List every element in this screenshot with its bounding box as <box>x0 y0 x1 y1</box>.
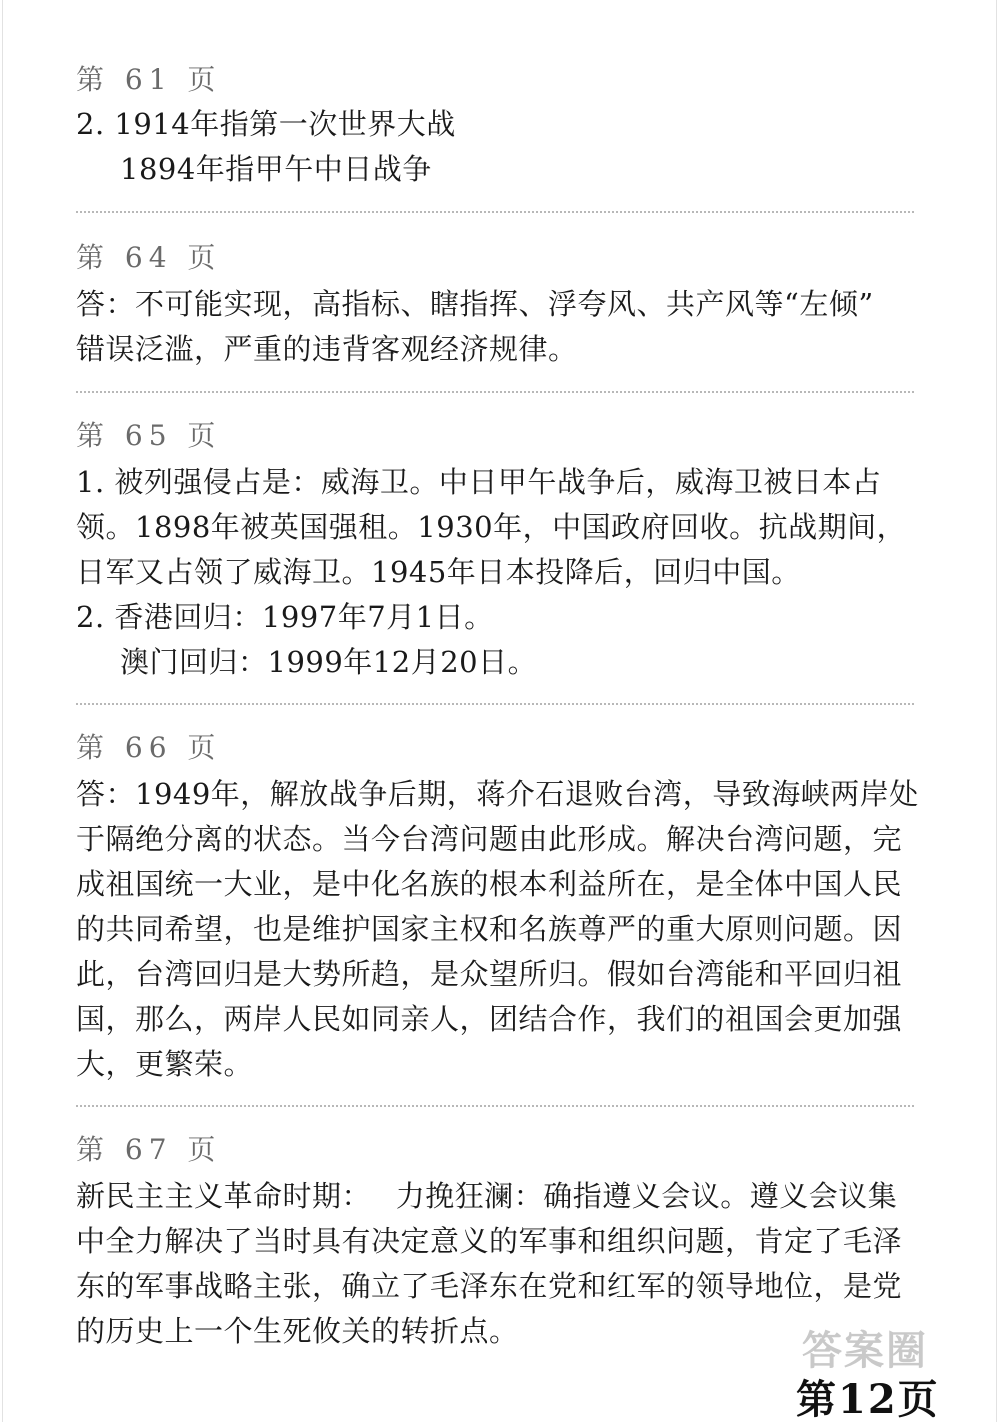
answer-line: 错误泛滥，严重的违背客观经济规律。 <box>76 332 578 366</box>
watermark-page-label: 第12页 <box>796 1376 940 1423</box>
section-heading: 第 67 页 <box>76 1133 222 1166</box>
answer-line: 此，台湾回归是大势所趋，是众望所归。假如台湾能和平回归祖 <box>76 957 903 991</box>
answer-line: 2. 香港回归：1997年7月1日。 <box>76 600 494 634</box>
section-page-66 <box>76 728 926 1087</box>
answer-line: 1894年指甲午中日战争 <box>120 152 432 186</box>
answer-line: 国，那么，两岸人民如同亲人，团结合作，我们的祖国会更加强 <box>76 1002 903 1036</box>
left-page-edge <box>2 0 3 1422</box>
section-divider <box>76 391 914 393</box>
section-divider <box>76 703 914 705</box>
section-page-61 <box>76 60 926 192</box>
answer-line: 成祖国统一大业，是中化名族的根本利益所在，是全体中国人民 <box>76 867 903 901</box>
answer-line: 东的军事战略主张，确立了毛泽东在党和红军的领导地位，是党 <box>76 1269 903 1303</box>
answer-line: 答：不可能实现，高指标、瞎指挥、浮夸风、共产风等“左倾” <box>76 287 874 321</box>
watermark-logo: 答案圈 <box>802 1327 928 1374</box>
section-divider <box>76 211 914 213</box>
answer-line: 大，更繁荣。 <box>76 1047 254 1081</box>
answer-line: 新民主主义革命时期： 力挽狂澜：确指遵义会议。遵义会议集 <box>76 1179 898 1213</box>
section-page-65 <box>76 416 926 685</box>
section-page-64 <box>76 238 926 372</box>
section-page-67 <box>76 1130 926 1354</box>
answer-line: 的历史上一个生死攸关的转折点。 <box>76 1314 519 1348</box>
answer-line: 答：1949年，解放战争后期，蒋介石退败台湾，导致海峡两岸处 <box>76 777 919 811</box>
section-heading: 第 65 页 <box>76 419 222 452</box>
section-heading: 第 66 页 <box>76 731 222 764</box>
section-divider <box>76 1105 914 1107</box>
answer-line: 领。1898年被英国强租。1930年，中国政府回收。抗战期间， <box>76 510 907 544</box>
answer-line: 中全力解决了当时具有决定意义的军事和组织问题，肯定了毛泽 <box>76 1224 903 1258</box>
answer-line: 日军又占领了威海卫。1945年日本投降后，回归中国。 <box>76 555 801 589</box>
watermark <box>782 1322 982 1422</box>
section-heading: 第 64 页 <box>76 241 222 274</box>
right-page-edge <box>996 0 997 1422</box>
answer-line: 澳门回归：1999年12月20日。 <box>120 645 538 679</box>
answer-line: 于隔绝分离的状态。当今台湾问题由此形成。解决台湾问题，完 <box>76 822 903 856</box>
answer-line: 2. 1914年指第一次世界大战 <box>76 107 456 141</box>
answer-line: 1. 被列强侵占是：威海卫。中日甲午战争后，威海卫被日本占 <box>76 465 882 499</box>
section-heading: 第 61 页 <box>76 63 222 96</box>
answer-line: 的共同希望，也是维护国家主权和名族尊严的重大原则问题。因 <box>76 912 903 946</box>
